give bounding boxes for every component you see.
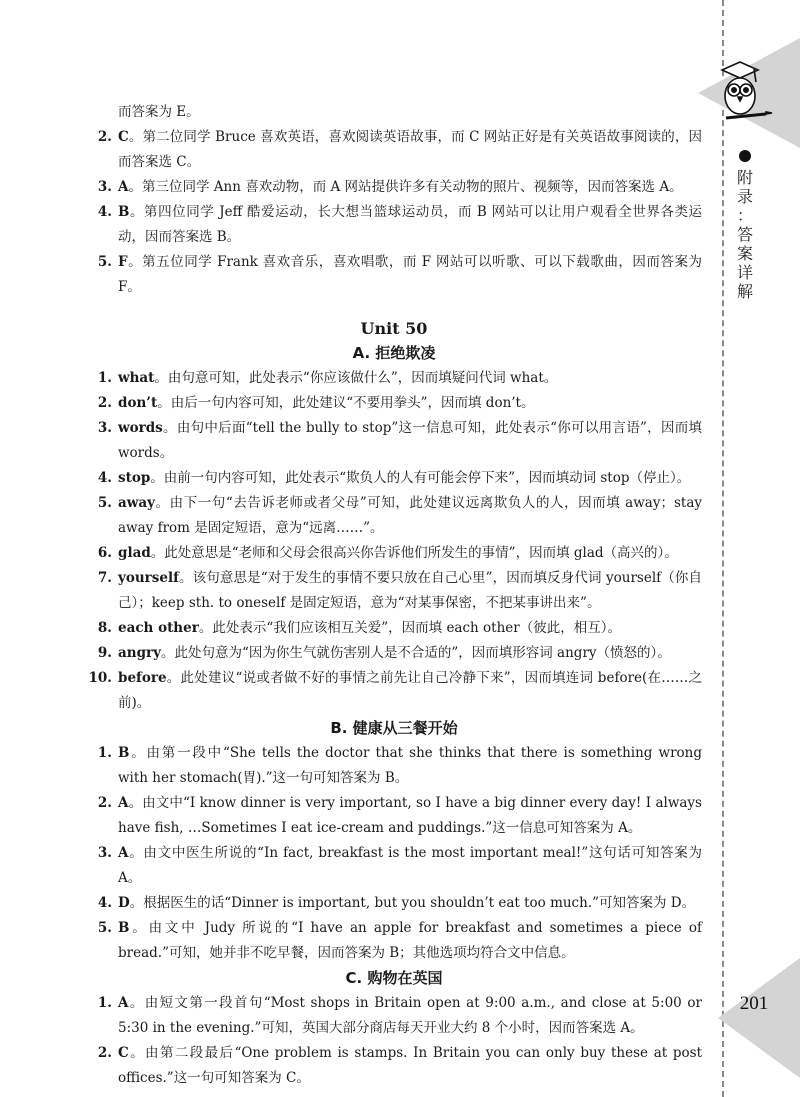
side-label-char: ： bbox=[736, 206, 753, 225]
item-explanation: 。由文中“I know dinner is very important, so I have a big dinner every day! I always have fish, …Sometimes I eat ice-cream and puddings.”这一信息可知答案为 A。 bbox=[118, 795, 702, 836]
item-explanation: 。由句中后面“tell the bully to stop”这一信息可知，此处表示“你可以用言语”，因而填 words。 bbox=[118, 420, 702, 461]
side-label-char: 录 bbox=[736, 187, 753, 206]
margin-dashed-line bbox=[722, 0, 724, 1097]
answer-item bbox=[86, 250, 702, 300]
item-number: 1. bbox=[97, 745, 112, 761]
item-answer: each other bbox=[118, 620, 199, 636]
item-answer: before bbox=[118, 670, 167, 686]
item-number: 4. bbox=[97, 895, 112, 911]
item-answer: away bbox=[118, 495, 155, 511]
item-number: 3. bbox=[97, 420, 112, 436]
answer-item bbox=[86, 741, 702, 791]
item-answer: B bbox=[118, 204, 130, 220]
item-explanation: 。由短文第一段首句“Most shops in Britain open at 9:00 a.m., and close at 5:00 or 5:30 in the evening.”可知，英国大部分商店每天开业大约 8 个小时，因而答案选 A。 bbox=[118, 995, 702, 1036]
answer-content bbox=[86, 100, 702, 1091]
section bbox=[86, 716, 702, 966]
page-number-tab bbox=[718, 958, 800, 1078]
section bbox=[86, 966, 702, 1091]
item-answer: A bbox=[118, 995, 129, 1011]
item-explanation: 。第四位同学 Jeff 酷爱运动，长大想当篮球运动员，而 B 网站可以让用户观看全世界各类运动，因而答案选 B。 bbox=[118, 204, 702, 245]
side-label-char: 案 bbox=[736, 244, 753, 263]
item-answer: don’t bbox=[118, 395, 158, 411]
item-answer: D bbox=[118, 895, 130, 911]
item-explanation: 。该句意思是“对于发生的事情不要只放在自己心里”，因而填反身代词 yourself（你自己）；keep sth. to oneself 是固定短语，意为“对某事保密，不把某事讲出来”。 bbox=[118, 570, 702, 611]
item-explanation: 。第三位同学 Ann 喜欢动物，而 A 网站提供许多有关动物的照片、视频等，因而答案选 A。 bbox=[128, 179, 683, 195]
item-number: 2. bbox=[97, 129, 112, 145]
section-title: A. 拒绝欺凌 bbox=[352, 344, 436, 362]
item-explanation: 。此处句意为“因为你生气就伤害别人是不合适的”，因而填形容词 angry（愤怒的）。 bbox=[160, 645, 671, 661]
page-number: 201 bbox=[739, 993, 769, 1014]
answer-item bbox=[86, 391, 702, 416]
answer-item bbox=[86, 541, 702, 566]
answer-item bbox=[86, 991, 702, 1041]
item-explanation: 。此处表示“我们应该相互关爱”，因而填 each other（彼此，相互）。 bbox=[198, 620, 621, 636]
answer-item bbox=[86, 841, 702, 891]
answer-item bbox=[86, 641, 702, 666]
answer-item bbox=[86, 366, 702, 391]
item-explanation: 。由文中 Judy 所说的“I have an apple for breakfast and sometimes a piece of bread.”可知，她并非不吃早餐，因而答案为 B；其他选项均符合文中信息。 bbox=[118, 920, 702, 961]
side-label-char: 解 bbox=[736, 282, 753, 301]
item-answer: A bbox=[118, 795, 129, 811]
answer-item bbox=[86, 616, 702, 641]
bullet-dot-icon bbox=[739, 150, 751, 162]
section bbox=[86, 341, 702, 716]
item-answer: glad bbox=[118, 545, 151, 561]
item-explanation: 。第二位同学 Bruce 喜欢英语，喜欢阅读英语故事，而 C 网站正好是有关英语故事阅读的，因而答案选 C。 bbox=[118, 129, 702, 170]
section-title: B. 健康从三餐开始 bbox=[330, 719, 458, 737]
answer-item bbox=[86, 491, 702, 541]
item-explanation: 。由文中医生所说的“In fact, breakfast is the most important meal!”这句话可知答案为 A。 bbox=[118, 845, 702, 886]
item-explanation: 。根据医生的话“Dinner is important, but you shouldn’t eat too much.”可知答案为 D。 bbox=[129, 895, 696, 911]
item-number: 5. bbox=[97, 495, 112, 511]
answer-item bbox=[86, 175, 702, 200]
item-answer: F bbox=[118, 254, 128, 270]
item-answer: B bbox=[118, 920, 130, 936]
owl-mascot-icon bbox=[698, 38, 800, 148]
answer-item bbox=[86, 125, 702, 175]
continued-line: 而答案为 E。 bbox=[118, 104, 200, 120]
answer-item bbox=[86, 891, 702, 916]
answer-item bbox=[86, 566, 702, 616]
item-answer: stop bbox=[118, 470, 151, 486]
item-number: 5. bbox=[97, 920, 112, 936]
item-answer: words bbox=[118, 420, 163, 436]
item-answer: yourself bbox=[118, 570, 179, 586]
item-number: 3. bbox=[97, 845, 112, 861]
side-label-char: 附 bbox=[736, 168, 753, 187]
item-number: 4. bbox=[97, 470, 112, 486]
answer-item bbox=[86, 1041, 702, 1091]
item-number: 2. bbox=[97, 1045, 112, 1061]
item-number: 7. bbox=[97, 570, 112, 586]
item-explanation: 。由第一段中“She tells the doctor that she thinks that there is something wrong with her stomach(胃).”这一句可知答案为 B。 bbox=[118, 745, 702, 786]
item-number: 2. bbox=[97, 795, 112, 811]
unit-title: Unit 50 bbox=[360, 319, 428, 338]
item-number: 8. bbox=[97, 620, 112, 636]
item-answer: what bbox=[118, 370, 155, 386]
item-answer: A bbox=[118, 845, 129, 861]
side-label-char: 答 bbox=[736, 225, 753, 244]
answer-item bbox=[86, 466, 702, 491]
side-label-char: 详 bbox=[736, 263, 753, 282]
item-answer: A bbox=[118, 179, 129, 195]
previous-unit-answers bbox=[86, 125, 702, 300]
item-explanation: 。由下一句“去告诉老师或者父母”可知，此处建议远离欺负人的人，因而填 away；stay away from 是固定短语，意为“远离……”。 bbox=[118, 495, 702, 536]
item-explanation: 。此处建议“说或者做不好的事情之前先让自己冷静下来”，因而填连词 before(在……之前)。 bbox=[118, 670, 702, 711]
item-number: 3. bbox=[97, 179, 112, 195]
item-answer: B bbox=[118, 745, 130, 761]
item-explanation: 。由后一句内容可知，此处建议“不要用拳头”，因而填 don’t。 bbox=[157, 395, 535, 411]
item-answer: angry bbox=[118, 645, 161, 661]
item-answer: C bbox=[118, 129, 129, 145]
item-number: 1. bbox=[97, 370, 112, 386]
item-explanation: 。由前一句内容可知，此处表示“欺负人的人有可能会停下来”，因而填动词 stop（停止）。 bbox=[150, 470, 691, 486]
item-number: 6. bbox=[97, 545, 112, 561]
section-title: C. 购物在英国 bbox=[345, 969, 443, 987]
answer-item bbox=[86, 791, 702, 841]
item-number: 1. bbox=[97, 995, 112, 1011]
answer-item bbox=[86, 200, 702, 250]
item-number: 4. bbox=[97, 204, 112, 220]
item-answer: C bbox=[118, 1045, 129, 1061]
item-number: 10. bbox=[88, 670, 112, 686]
appendix-side-label bbox=[733, 150, 757, 301]
item-explanation: 。此处意思是“老师和父母会很高兴你告诉他们所发生的事情”，因而填 glad（高兴的）。 bbox=[150, 545, 678, 561]
answer-item bbox=[86, 416, 702, 466]
item-number: 9. bbox=[97, 645, 112, 661]
item-number: 5. bbox=[97, 254, 112, 270]
answer-item bbox=[86, 916, 702, 966]
item-explanation: 。第五位同学 Frank 喜欢音乐，喜欢唱歌，而 F 网站可以听歌、可以下载歌曲，因而答案为 F。 bbox=[118, 254, 702, 295]
item-explanation: 。由句意可知，此处表示“你应该做什么”，因而填疑问代词 what。 bbox=[154, 370, 558, 386]
item-explanation: 。由第二段最后“One problem is stamps. In Britain you can only buy these at post offices.”这一句可知答案为 C。 bbox=[118, 1045, 702, 1086]
answer-item bbox=[86, 666, 702, 716]
unit-sections bbox=[86, 341, 702, 1091]
item-number: 2. bbox=[97, 395, 112, 411]
